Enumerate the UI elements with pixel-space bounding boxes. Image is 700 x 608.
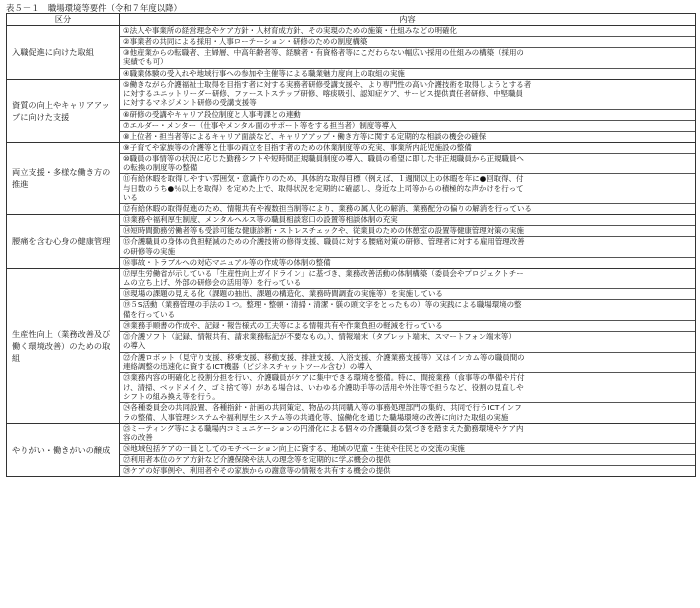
category-row [7, 26, 696, 80]
requirement-item [120, 465, 695, 476]
requirement-line: 与日数のうち●％以上を取得）を定めた上で、取得状況を定期的に確認し、身近な上司等からの積極的な声かけを行って [123, 183, 524, 193]
requirement-line: ⑱現場の課題の見える化（課題の抽出、課題の構造化、業務時間調査の実施等）を実施している [123, 289, 443, 299]
requirement-line: 実績でも可） [123, 57, 168, 67]
requirement-line: ⑦エルダー・メンター（仕事やメンタル面のサポート等をする担当者）制度等導入 [123, 120, 397, 130]
requirement-line: ⑤働きながら介護福祉士取得を目指す者に対する実務者研修受講支援や、より専門性の高い介護技術を取得しようとする者 [123, 79, 532, 89]
requirement-line: ④職業体験の受入れや地域行事への参加や主催等による職業魅力度向上の取組の実施 [123, 68, 405, 78]
requirement-line: に対するマネジメント研修の受講支援等 [123, 98, 257, 108]
requirement-line: ③他産業からの転職者、主婦層、中高年齢者等、経験者・有資格者等にこだわらない幅広い採用の仕組みの構築（採用の [123, 48, 524, 57]
requirement-line: け、清掃、ベッドメイク、ゴミ捨て等）がある場合は、いわゆる介護助手等の活用や外注等で担うなど、役割の見直しや [123, 382, 524, 392]
requirement-line: ⑮介護職員の身体の負担軽減のための介護技術の修得支援、職員に対する腰痛対策の研修、管理者に対する雇用管理改善 [123, 237, 525, 247]
requirement-item [120, 68, 695, 79]
requirement-item [120, 402, 695, 423]
category-items [120, 268, 696, 423]
requirement-item [120, 131, 695, 142]
category-row [7, 268, 696, 423]
requirement-item [120, 36, 695, 47]
category-row [7, 79, 696, 142]
requirements-table [6, 13, 696, 477]
category-items [120, 142, 696, 215]
requirement-line: の転換の制度等の整備 [123, 163, 198, 172]
requirement-line: ⑰厚生労働省が示している「生産性向上ガイドライン」に基づき、業務改善活動の体制構築（委員会やプロジェクトチー [123, 268, 524, 278]
requirement-line: ⑲５S活動（業務管理の手法の１つ。整理・整頓・清掃・清潔・躾の頭文字をとったもの）等の実践による職場環境の整 [123, 300, 522, 310]
table-body [7, 26, 696, 477]
requirement-item [120, 26, 695, 36]
requirement-item [120, 320, 695, 331]
requirement-item [120, 443, 695, 454]
requirement-line: ⑥研修の受講やキャリア段位制度と人事考課との連動 [123, 109, 301, 119]
requirement-line: ⑳業務手順書の作成や、記録・報告様式の工夫等による情報共有や作業負担の軽減を行っている [123, 320, 443, 330]
category-label: 入職促進に向けた取組 [7, 26, 120, 80]
requirement-line: シフトの組み換え等を行う。 [123, 391, 220, 401]
category-items [120, 423, 696, 477]
requirement-line: の研修等の実施 [123, 246, 176, 256]
category-label: 資質の向上やキャリアアップに向けた支援 [7, 79, 120, 142]
requirement-item [120, 331, 695, 352]
requirement-line: ㉖地域包括ケアの一員としてのモチベーション向上に資する、地域の児童・生徒や住民との交流の実施 [123, 444, 465, 454]
requirement-line: ⑩職員の事情等の状況に応じた勤務シフトや短時間正規職員制度の導入、職員の希望に即した非正規職員から正規職員へ [123, 153, 524, 163]
header-category: 区分 [7, 14, 120, 26]
requirement-line: に対するユニットリーダー研修、ファーストステップ研修、喀痰吸引、認知症ケア、サービス提供責任者研修、中堅職員 [123, 89, 523, 98]
requirement-line: ㉒介護ロボット（見守り支援、移乗支援、移動支援、排泄支援、入浴支援、介護業務支援等）又はインカム等の職員間の [123, 352, 525, 362]
requirement-line: ①法人や事業所の経営理念やケア方針・人材育成方針、その実現のための施策・仕組みなどの明確化 [123, 26, 457, 35]
requirement-line: ②事業者の共同による採用・人事ローテーション・研修のための制度構築 [123, 37, 368, 46]
requirement-item [120, 120, 695, 131]
requirement-line: ⑪有給休暇を取得しやすい雰囲気・意識作りのため、具体的な取得目標（例えば、１週間以上の休暇を年に●回取得、付 [123, 174, 524, 184]
category-items [120, 215, 696, 269]
table-header-row [7, 14, 696, 26]
requirement-item [120, 215, 695, 225]
requirement-item [120, 173, 695, 203]
requirement-item [120, 153, 695, 174]
requirement-line: ㉑介護ソフト（記録、情報共有、請求業務転記が不要なもの。）、情報端末（タブレット端末、スマートフォン端末等） [123, 331, 516, 341]
requirement-line: ㉘ケアの好事例や、利用者やその家族からの謝意等の情報を共有する機会の提供 [123, 466, 391, 476]
requirement-line: ⑭短時間勤務労働者等も受診可能な健康診断・ストレスチェックや、従業員のための休憩室の設置等健康管理対策の実施 [123, 226, 524, 236]
requirement-item [120, 203, 695, 214]
requirement-item [120, 257, 695, 268]
requirement-line: ⑬業務や福利厚生制度、メンタルヘルス等の職員相談窓口の設置等相談体制の充実 [123, 215, 398, 225]
category-label: 腰痛を含む心身の健康管理 [7, 215, 120, 269]
requirement-item [120, 225, 695, 236]
requirement-line: いる [123, 193, 138, 202]
requirement-line: の導入 [123, 341, 146, 351]
requirement-line: ⑯事故・トラブルへの対応マニュアル等の作成等の体制の整備 [123, 257, 331, 267]
requirement-item [120, 424, 695, 444]
requirement-item [120, 372, 695, 402]
requirement-item [120, 47, 695, 68]
requirement-line: ㉕ミーティング等による職場内コミュニケーションの円滑化による個々の介護職員の気づきを踏まえた勤務環境やケア内 [123, 423, 524, 433]
category-items [120, 79, 696, 142]
requirement-item [120, 236, 695, 257]
requirement-line: 備を行っている [123, 309, 176, 319]
category-label: 生産性向上（業務改善及び働く環境改善）のための取組 [7, 268, 120, 423]
category-label: やりがい・働きがいの醸成 [7, 423, 120, 477]
requirement-item [120, 143, 695, 153]
requirement-line: ムの立ち上げ、外部の研修会の活用等）を行っている [123, 278, 302, 288]
requirement-line: ⑫有給休暇の取得促進のため、情報共有や複数担当制等により、業務の属人化の解消、業務配分の偏りの解消を行っている [123, 204, 532, 214]
requirement-item [120, 352, 695, 373]
category-items [120, 26, 696, 80]
requirement-line: ⑧上位者・担当者等によるキャリア面談など、キャリアアップ・働き方等に関する定期的な相談の機会の確保 [123, 131, 487, 141]
requirement-line: 容の改善 [123, 433, 153, 443]
category-row [7, 142, 696, 215]
category-row [7, 215, 696, 269]
category-row [7, 423, 696, 477]
requirement-line: ㉗利用者本位のケア方針など介護保険や法人の理念等を定期的に学ぶ機会の提供 [123, 455, 391, 465]
requirement-line: ㉔各種委員会の共同設置、各種指針・計画の共同策定、物品の共同購入等の事務処理部門の集約、共同で行うICTインフ [123, 403, 522, 413]
requirement-item [120, 109, 695, 120]
table-caption: 表５－１ 職場環境等要件（令和７年度以降） [6, 3, 182, 13]
category-label: 両立支援・多様な働き方の推進 [7, 142, 120, 215]
requirement-item [120, 454, 695, 465]
requirement-item [120, 288, 695, 299]
requirement-item [120, 80, 695, 109]
requirement-line: 連絡調整の迅速化に資するICT機器（ビジネスチャットツール含む）の導入 [123, 361, 373, 371]
header-content: 内容 [120, 14, 696, 26]
requirement-item [120, 299, 695, 320]
requirement-line: ⑨子育てや家族等の介護等と仕事の両立を目指す者のための休業制度等の充実、事業所内託児施設の整備 [123, 142, 472, 152]
requirement-item [120, 269, 695, 289]
requirement-line: ㉓業務内容の明確化と役割分担を行い、介護職員がケアに集中できる環境を整備。特に、間接業務（食事等の準備や片付 [123, 373, 525, 383]
requirement-line: ラの整備、人事管理システムや福利厚生システム等の共通化等、協働化を通じた職場環境の改善に向けた取組の実施 [123, 412, 509, 422]
